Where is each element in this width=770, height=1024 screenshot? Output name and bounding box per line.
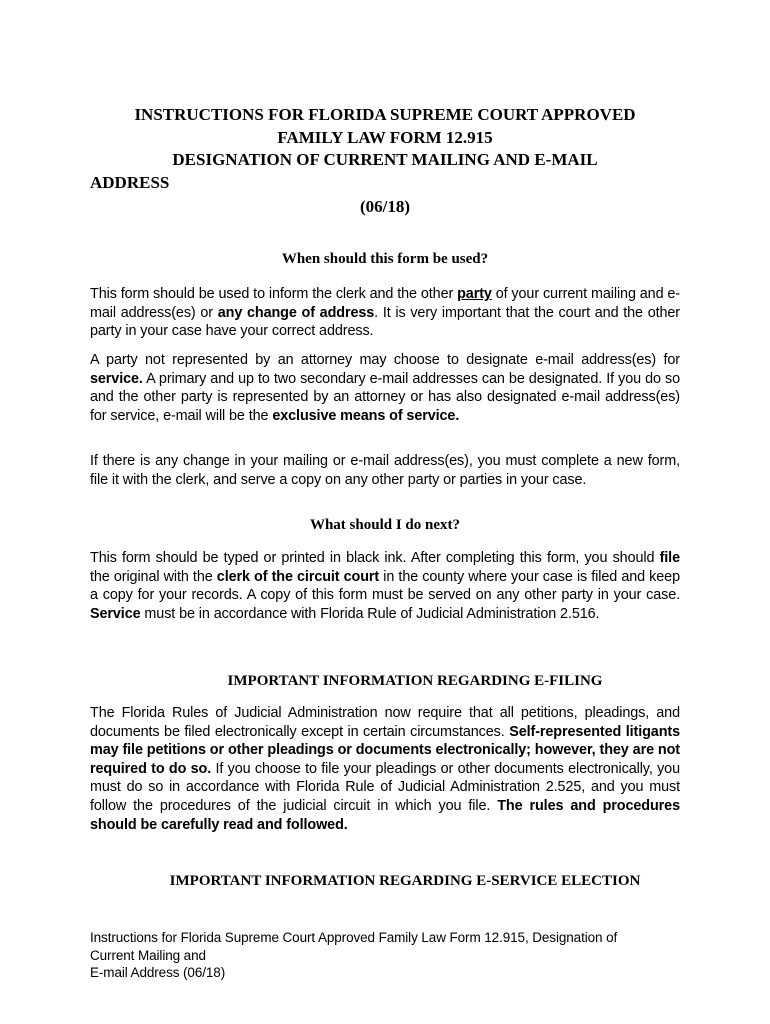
paragraph-change-of-address: If there is any change in your mailing or e-mail address(es), you must complete a new form, file it with the clerk, and serve a copy on any other party or parties in your case. — [90, 453, 680, 488]
paragraph-efiling-rules: The Florida Rules of Judicial Administration now require that all petitions, pleadings, and documents be filed electronically except in certain circumstances. Self-represented litigants may file petitions or other pleadings or documents electronically; however, they are not required to do so. If you choose to file your pleadings or other documents electronically, you must do so in accordance with Florida Rule of Judicial Administration 2.525, and you must follow the procedures of the judicial circuit in which you file. The rules and procedures should be carefully read and followed. — [90, 705, 680, 833]
paragraph-filing-instructions: This form should be typed or printed in black ink. After completing this form, you should file the original with the clerk of the circuit court in the county where your case is filed and keep a copy for your records. A copy of this form must be served on any other party in your case. Service must be in accordance with Florida Rule of Judicial Administration 2.516. — [90, 550, 680, 622]
title-line-3: DESIGNATION OF CURRENT MAILING AND E-MAIL — [172, 150, 598, 169]
heading-eservice-election: IMPORTANT INFORMATION REGARDING E-SERVICE ELECTION — [169, 873, 641, 889]
document-footer — [90, 929, 690, 982]
title-line-1: INSTRUCTIONS FOR FLORIDA SUPREME COURT APPROVED — [134, 105, 636, 124]
title-line-2: FAMILY LAW FORM 12.915 — [277, 127, 493, 147]
heading-efiling: IMPORTANT INFORMATION REGARDING E-FILING — [227, 673, 603, 689]
title-line-4: ADDRESS — [90, 172, 170, 192]
form-version: (06/18) — [359, 197, 411, 216]
footer-line-2: Current Mailing and — [90, 947, 206, 963]
heading-what-next: What should I do next? — [309, 517, 461, 533]
heading-when-used: When should this form be used? — [281, 251, 489, 267]
document-title — [90, 104, 680, 219]
paragraph-current-address: This form should be used to inform the clerk and the other party of your current mailing and e-mail address(es) or any change of address. It is very important that the court and the other party in your case have your correct address. — [90, 286, 681, 340]
footer-line-3: E-mail Address (06/18) — [90, 965, 226, 981]
footer-line-1: Instructions for Florida Supreme Court Approved Family Law Form 12.915, Designation of — [90, 930, 618, 945]
paragraph-email-designation: A party not represented by an attorney may choose to designate e-mail address(es) for service. A primary and up to two secondary e-mail addresses can be designated. If you do so and the other party is represented by an attorney or has also designated e-mail address(es) for service, e-mail will be the exclusive means of service. — [90, 352, 680, 424]
